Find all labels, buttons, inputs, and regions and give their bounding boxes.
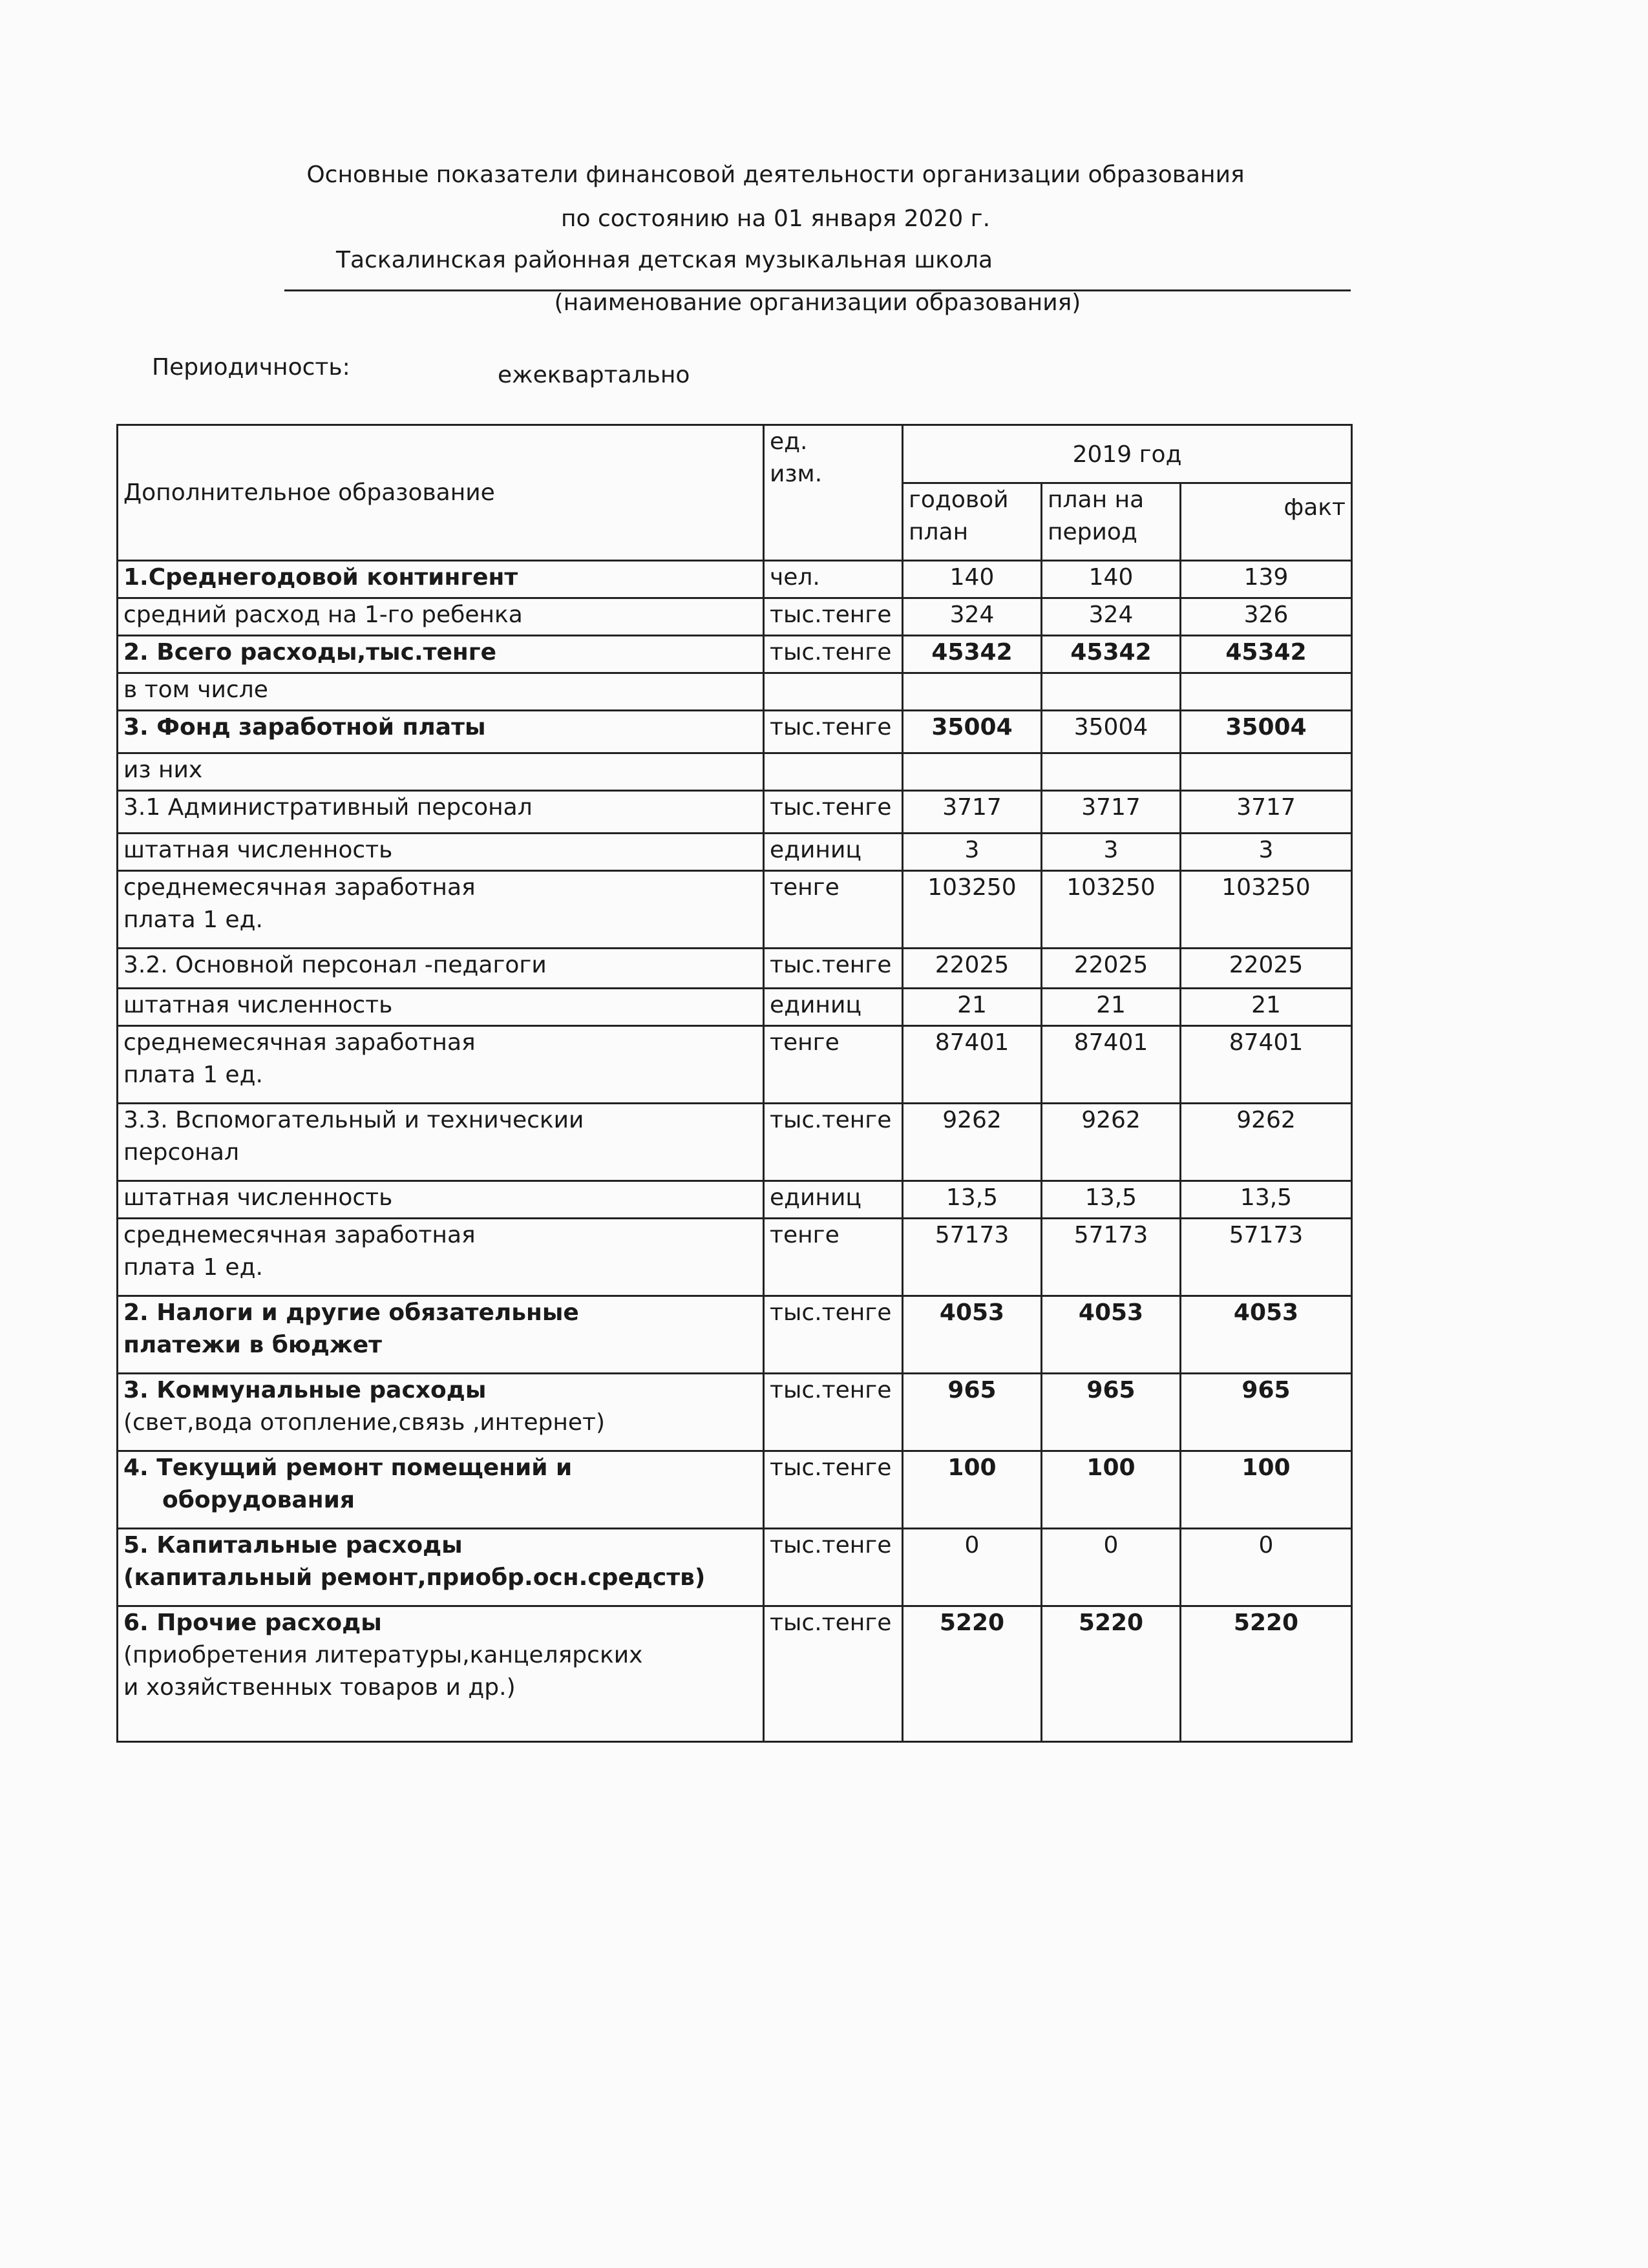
row-unit: тенге: [764, 871, 903, 949]
row-unit: тыс.тенге: [764, 1451, 903, 1529]
row-period-plan: 22025: [1042, 949, 1181, 989]
row-period-plan: 57173: [1042, 1219, 1181, 1296]
table-row: [118, 561, 1352, 598]
row-label: средний расход на 1-го ребенка: [118, 598, 764, 636]
table-row: [118, 711, 1352, 753]
row-label: штатная численность: [118, 834, 764, 871]
row-fact: 57173: [1181, 1219, 1352, 1296]
header-year: 2019 год: [903, 425, 1352, 483]
row-annual-plan: 3: [903, 834, 1042, 871]
row-unit: единиц: [764, 989, 903, 1026]
row-unit: чел.: [764, 561, 903, 598]
row-annual-plan: 4053: [903, 1296, 1042, 1374]
row-fact: 13,5: [1181, 1181, 1352, 1219]
financial-indicators-table: [116, 424, 1353, 1743]
row-label: 1.Среднегодовой контингент: [118, 561, 764, 598]
row-fact: [1181, 673, 1352, 711]
table-row: [118, 989, 1352, 1026]
row-fact: 4053: [1181, 1296, 1352, 1374]
row-period-plan: 140: [1042, 561, 1181, 598]
header-unit: ед. изм.: [764, 425, 903, 561]
row-annual-plan: 0: [903, 1529, 1042, 1606]
row-unit: тыс.тенге: [764, 1606, 903, 1742]
row-period-plan: 103250: [1042, 871, 1181, 949]
row-period-plan: 3: [1042, 834, 1181, 871]
table-row: [118, 1606, 1352, 1742]
row-label: среднемесячная заработная плата 1 ед.: [118, 1026, 764, 1104]
row-unit: тыс.тенге: [764, 711, 903, 753]
row-label: 5. Капитальные расходы (капитальный ремонт,приобр.осн.средств): [118, 1529, 764, 1606]
table-row: [118, 753, 1352, 791]
row-label: 3. Коммунальные расходы (свет,вода отопление,связь ,интернет): [118, 1374, 764, 1451]
row-fact: 3717: [1181, 791, 1352, 834]
row-fact: 100: [1181, 1451, 1352, 1529]
row-unit: тенге: [764, 1219, 903, 1296]
row-fact: 45342: [1181, 636, 1352, 673]
row-label: 2. Налоги и другие обязательные платежи в бюджет: [118, 1296, 764, 1374]
row-unit: тыс.тенге: [764, 1104, 903, 1181]
row-annual-plan: 57173: [903, 1219, 1042, 1296]
row-period-plan: [1042, 673, 1181, 711]
row-unit: [764, 673, 903, 711]
organization-caption: (наименование организации образования): [554, 289, 1081, 316]
row-annual-plan: 103250: [903, 871, 1042, 949]
row-unit: единиц: [764, 834, 903, 871]
table-row: [118, 598, 1352, 636]
row-annual-plan: [903, 673, 1042, 711]
row-label: 3.3. Вспомогательный и техническии персонал: [118, 1104, 764, 1181]
row-unit: тыс.тенге: [764, 598, 903, 636]
table-row: [118, 791, 1352, 834]
table-row: [118, 1026, 1352, 1104]
row-fact: 326: [1181, 598, 1352, 636]
row-annual-plan: 140: [903, 561, 1042, 598]
row-label: 3. Фонд заработной платы: [118, 711, 764, 753]
table-row: [118, 871, 1352, 949]
row-unit: тыс.тенге: [764, 949, 903, 989]
row-fact: 3: [1181, 834, 1352, 871]
row-label: 4. Текущий ремонт помещений и оборудования: [118, 1451, 764, 1529]
table-row: [118, 636, 1352, 673]
row-annual-plan: 45342: [903, 636, 1042, 673]
row-label: 3.1 Административный персонал: [118, 791, 764, 834]
row-fact: 5220: [1181, 1606, 1352, 1742]
row-fact: 139: [1181, 561, 1352, 598]
report-title: Основные показатели финансовой деятельности организации образования: [306, 162, 1245, 188]
row-fact: 103250: [1181, 871, 1352, 949]
row-label: среднемесячная заработная плата 1 ед.: [118, 1219, 764, 1296]
row-period-plan: 324: [1042, 598, 1181, 636]
row-period-plan: 87401: [1042, 1026, 1181, 1104]
row-annual-plan: 324: [903, 598, 1042, 636]
row-unit: тыс.тенге: [764, 1374, 903, 1451]
row-period-plan: 5220: [1042, 1606, 1181, 1742]
row-label: штатная численность: [118, 989, 764, 1026]
row-annual-plan: 9262: [903, 1104, 1042, 1181]
row-unit: тыс.тенге: [764, 636, 903, 673]
row-annual-plan: 22025: [903, 949, 1042, 989]
row-period-plan: 100: [1042, 1451, 1181, 1529]
row-period-plan: [1042, 753, 1181, 791]
row-period-plan: 965: [1042, 1374, 1181, 1451]
row-period-plan: 9262: [1042, 1104, 1181, 1181]
row-unit: [764, 753, 903, 791]
row-fact: 87401: [1181, 1026, 1352, 1104]
table-row: [118, 834, 1352, 871]
row-label: среднемесячная заработная плата 1 ед.: [118, 871, 764, 949]
row-annual-plan: 5220: [903, 1606, 1042, 1742]
row-label: 3.2. Основной персонал -педагоги: [118, 949, 764, 989]
row-annual-plan: 100: [903, 1451, 1042, 1529]
row-period-plan: 35004: [1042, 711, 1181, 753]
row-unit: тыс.тенге: [764, 791, 903, 834]
row-period-plan: 21: [1042, 989, 1181, 1026]
header-annual-plan: годовой план: [903, 483, 1042, 561]
row-annual-plan: 965: [903, 1374, 1042, 1451]
row-fact: 22025: [1181, 949, 1352, 989]
header-indicator: Дополнительное образование: [118, 425, 764, 561]
row-annual-plan: 13,5: [903, 1181, 1042, 1219]
row-annual-plan: 3717: [903, 791, 1042, 834]
row-fact: 965: [1181, 1374, 1352, 1451]
table-row: [118, 1451, 1352, 1529]
table-row: [118, 1219, 1352, 1296]
table-row: [118, 1529, 1352, 1606]
periodicity-value: ежеквартально: [498, 362, 690, 388]
row-fact: 35004: [1181, 711, 1352, 753]
row-fact: [1181, 753, 1352, 791]
row-unit: тыс.тенге: [764, 1529, 903, 1606]
row-annual-plan: 87401: [903, 1026, 1042, 1104]
table-row: [118, 1104, 1352, 1181]
row-period-plan: 13,5: [1042, 1181, 1181, 1219]
row-period-plan: 3717: [1042, 791, 1181, 834]
organization-name: Таскалинская районная детская музыкальная школа: [336, 247, 993, 273]
row-annual-plan: [903, 753, 1042, 791]
row-annual-plan: 35004: [903, 711, 1042, 753]
row-label: 6. Прочие расходы (приобретения литературы,канцелярских и хозяйственных товаров и др.): [118, 1606, 764, 1742]
row-fact: 9262: [1181, 1104, 1352, 1181]
report-date: по состоянию на 01 января 2020 г.: [560, 205, 991, 232]
row-unit: тыс.тенге: [764, 1296, 903, 1374]
table-row: [118, 1181, 1352, 1219]
row-unit: единиц: [764, 1181, 903, 1219]
row-fact: 0: [1181, 1529, 1352, 1606]
row-fact: 21: [1181, 989, 1352, 1026]
table-row: [118, 949, 1352, 989]
table-header-row: [118, 425, 1352, 483]
table-row: [118, 673, 1352, 711]
table-row: [118, 1374, 1352, 1451]
periodicity-label: Периодичность:: [152, 354, 350, 381]
row-unit: тенге: [764, 1026, 903, 1104]
row-label: в том числе: [118, 673, 764, 711]
header-period-plan: план на период: [1042, 483, 1181, 561]
row-period-plan: 0: [1042, 1529, 1181, 1606]
row-label: из них: [118, 753, 764, 791]
header-fact: факт: [1181, 483, 1352, 561]
row-annual-plan: 21: [903, 989, 1042, 1026]
row-period-plan: 45342: [1042, 636, 1181, 673]
table-row: [118, 1296, 1352, 1374]
row-label: штатная численность: [118, 1181, 764, 1219]
row-period-plan: 4053: [1042, 1296, 1181, 1374]
row-label: 2. Всего расходы,тыс.тенге: [118, 636, 764, 673]
